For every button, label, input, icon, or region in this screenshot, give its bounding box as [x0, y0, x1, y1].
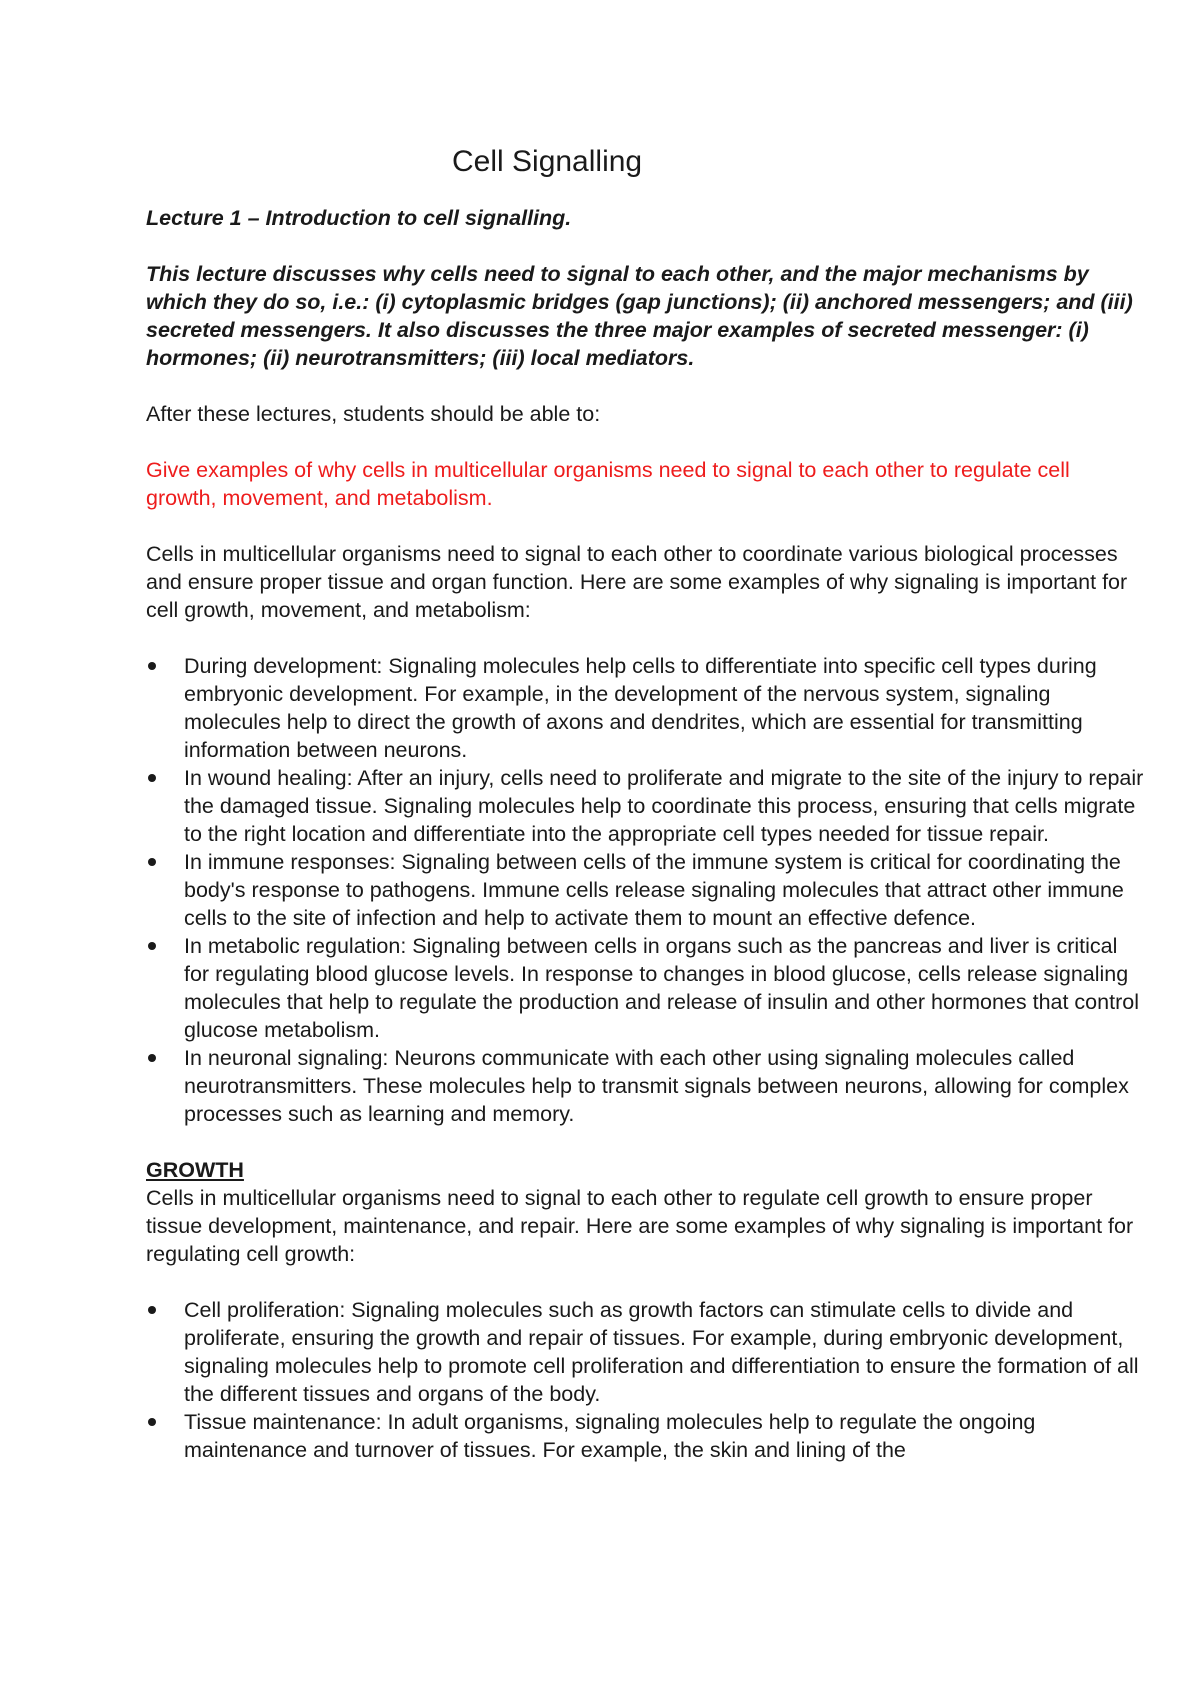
list-item — [146, 1296, 1146, 1408]
growth-list — [146, 1296, 1146, 1464]
learning-objective: Give examples of why cells in multicellular organisms need to signal to each other to regulate cell growth, movement, and metabolism. — [146, 458, 1070, 510]
bullet-icon — [148, 1306, 156, 1314]
list-item-text: During development: Signaling molecules help cells to differentiate into specific cell types during embryonic development. For example, in the development of the nervous system, signaling molecules help to direct the growth of axons and dendrites, which are essential for transmitting information between neurons. — [184, 654, 1097, 762]
bullet-icon — [148, 662, 156, 670]
list-item-text: In wound healing: After an injury, cells need to proliferate and migrate to the site of the injury to repair the damaged tissue. Signaling molecules help to coordinate this process, ensuring that cells migrate to the right location and differentiate into the appropriate cell types needed for tissue repair. — [184, 766, 1144, 846]
bullet-icon — [148, 1418, 156, 1426]
list-item — [146, 1408, 1146, 1464]
list-item — [146, 848, 1146, 932]
outcomes-intro: After these lectures, students should be able to: — [146, 402, 601, 426]
bullet-icon — [148, 942, 156, 950]
list-item-text: Cell proliferation: Signaling molecules such as growth factors can stimulate cells to divide and proliferate, ensuring the growth and repair of tissues. For example, during embryonic development, signaling molecules help to promote cell proliferation and differentiation to ensure the formation of all the different tissues and organs of the body. — [184, 1298, 1139, 1406]
list-item-text: In neuronal signaling: Neurons communicate with each other using signaling molecules called neurotransmitters. These molecules help to transmit signals between neurons, allowing for complex processes such as learning and memory. — [184, 1046, 1129, 1126]
bullet-icon — [148, 1054, 156, 1062]
examples-list — [146, 652, 1146, 1128]
list-item-text: In metabolic regulation: Signaling between cells in organs such as the pancreas and liver is critical for regulating blood glucose levels. In response to changes in blood glucose, cells release signaling molecules that help to regulate the production and release of insulin and other hormones that control glucose metabolism. — [184, 934, 1139, 1042]
lecture-summary: This lecture discusses why cells need to signal to each other, and the major mechanisms by which they do so, i.e.: (i) cytoplasmic bridges (gap junctions); (ii) anchored messengers; and (iii) secreted messengers. It also discusses the three major examples of secreted messenger: (i) hormones; (ii) neurotransmitters; (iii) local mediators. — [146, 262, 1133, 370]
growth-intro: Cells in multicellular organisms need to signal to each other to regulate cell growth to ensure proper tissue development, maintenance, and repair. Here are some examples of why signaling is important for regulating cell growth: — [146, 1186, 1134, 1266]
lecture-heading: Lecture 1 – Introduction to cell signalling. — [146, 206, 572, 230]
list-item-text: Tissue maintenance: In adult organisms, signaling molecules help to regulate the ongoing maintenance and turnover of tissues. For example, the skin and lining of the — [184, 1410, 1036, 1462]
intro-paragraph: Cells in multicellular organisms need to signal to each other to coordinate various biological processes and ensure proper tissue and organ function. Here are some examples of why signaling is important for cell growth, movement, and metabolism: — [146, 542, 1128, 622]
page-title: Cell Signalling — [452, 145, 643, 178]
growth-heading: GROWTH — [146, 1158, 244, 1182]
list-item — [146, 932, 1146, 1044]
bullet-icon — [148, 774, 156, 782]
list-item — [146, 652, 1146, 764]
document-body — [146, 140, 1146, 1492]
list-item-text: In immune responses: Signaling between cells of the immune system is critical for coordinating the body's response to pathogens. Immune cells release signaling molecules that attract other immune cells to the site of infection and help to activate them to mount an effective defence. — [184, 850, 1124, 930]
list-item — [146, 1044, 1146, 1128]
bullet-icon — [148, 858, 156, 866]
list-item — [146, 764, 1146, 848]
